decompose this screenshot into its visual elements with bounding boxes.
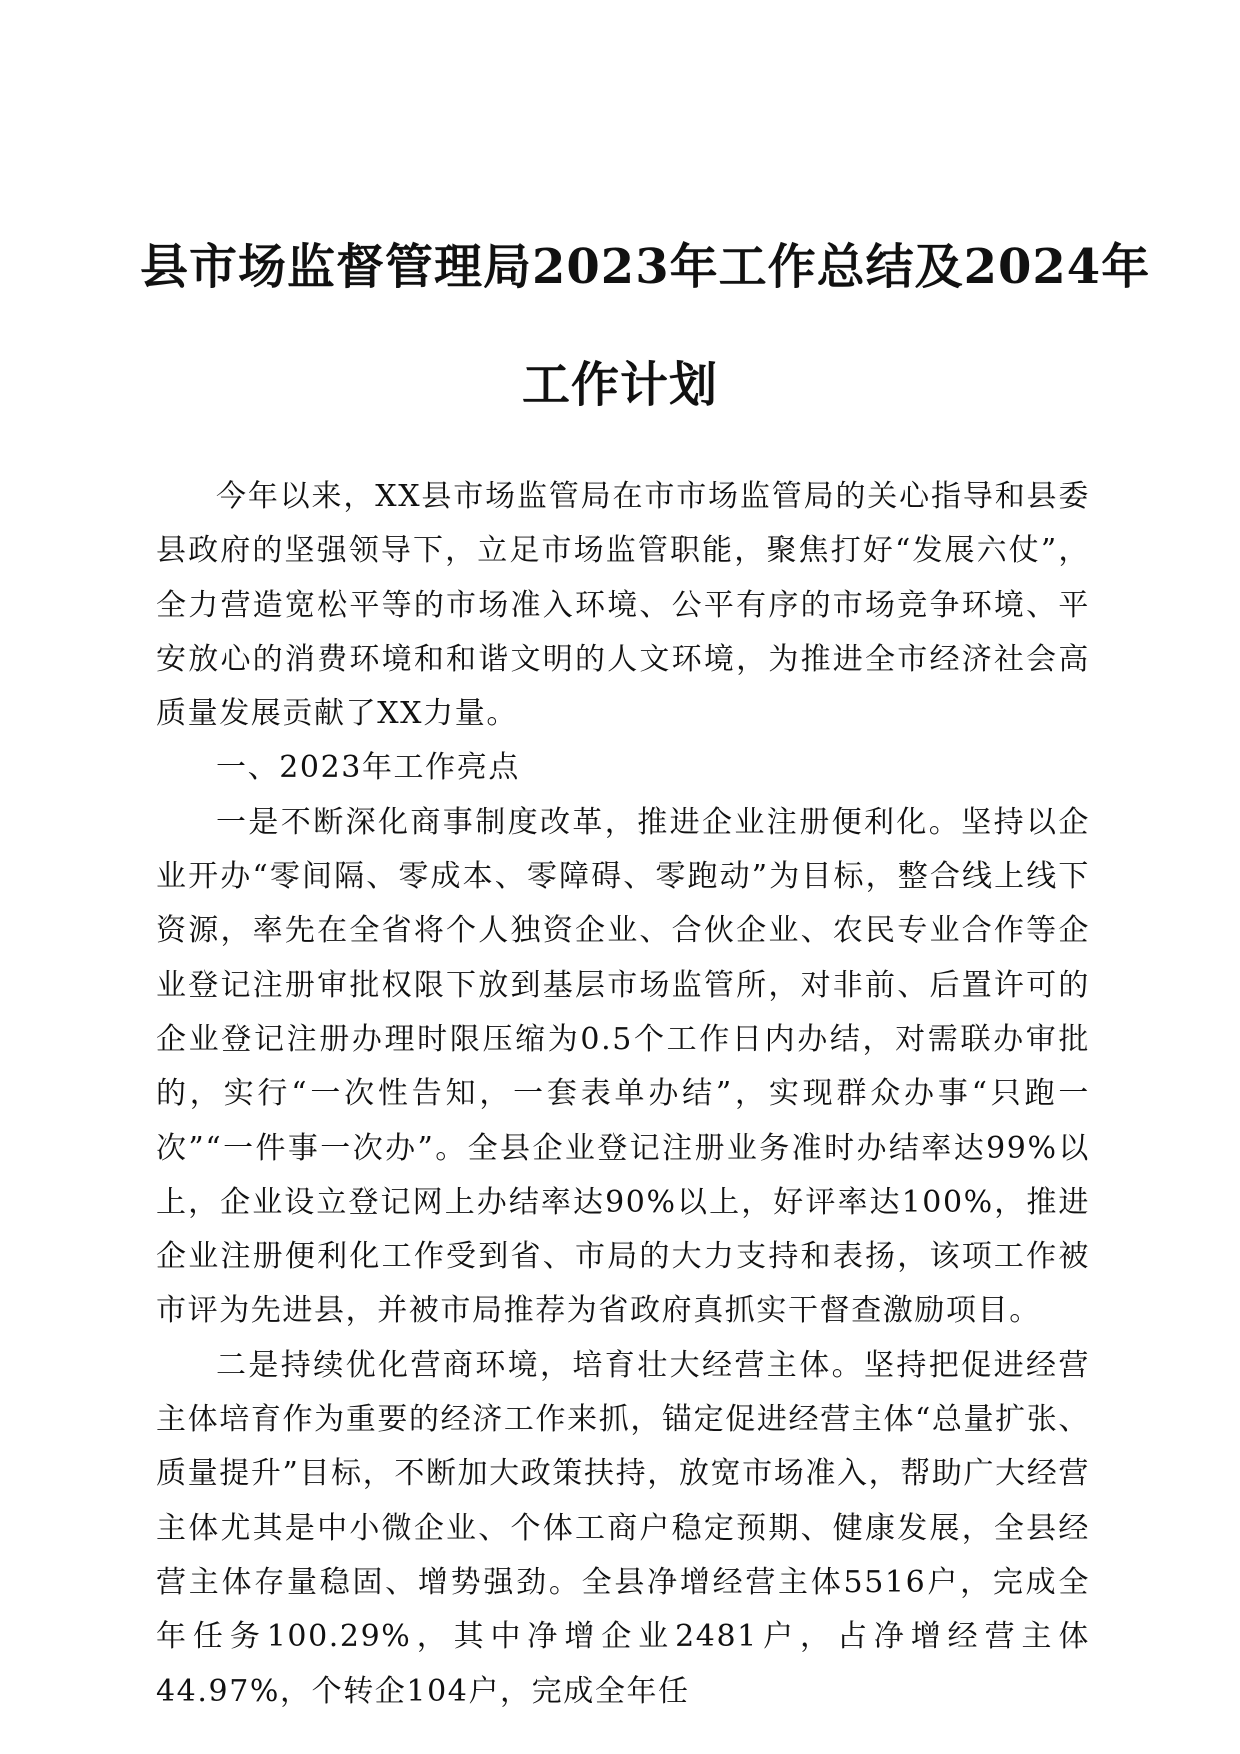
document-title-line-2: 工作计划 <box>521 357 718 413</box>
section-heading: 一、2023年工作亮点 <box>216 750 520 786</box>
document-body <box>156 470 1090 1719</box>
intro-paragraph: 今年以来，XX县市场监管局在市市场监管局的关心指导和县委县政府的坚强领导下，立足市场监管职能，聚焦打好“发展六仗”，全力营造宽松平等的市场准入环境、公平有序的市场竞争环境、平安放心的消费环境和和谐文明的人文环境，为推进全市经济社会高质量发展贡献了XX力量。 <box>156 479 1090 732</box>
body-paragraph: 二是持续优化营商环境，培育壮大经营主体。坚持把促进经营主体培育作为重要的经济工作来抓，锚定促进经营主体“总量扩张、质量提升”目标，不断加大政策扶持，放宽市场准入，帮助广大经营主体尤其是中小微企业、个体工商户稳定预期、健康发展，全县经营主体存量稳固、增势强劲。全县净增经营主体5516户，完成全年任务100.29%，其中净增企业2481户，占净增经营主体44.97%，个转企104户，完成全年任 <box>156 1347 1090 1709</box>
body-paragraph: 一是不断深化商事制度改革，推进企业注册便利化。坚持以企业开办“零间隔、零成本、零障碍、零跑动”为目标，整合线上线下资源，率先在全省将个人独资企业、合伙企业、农民专业合作等企业登记注册审批权限下放到基层市场监管所，对非前、后置许可的企业登记注册办理时限压缩为0.5个工作日内办结，对需联办审批的，实行“一次性告知，一套表单办结”，实现群众办事“只跑一次”“一件事一次办”。全县企业登记注册业务准时办结率达99%以上，企业设立登记网上办结率达90%以上，好评率达100%，推进企业注册便利化工作受到省、市局的大力支持和表扬，该项工作被市评为先进县，并被市局推荐为省政府真抓实干督查激励项目。 <box>156 804 1090 1329</box>
document-title-line-1: 县市场监督管理局2023年工作总结及2024年 <box>140 239 1151 295</box>
